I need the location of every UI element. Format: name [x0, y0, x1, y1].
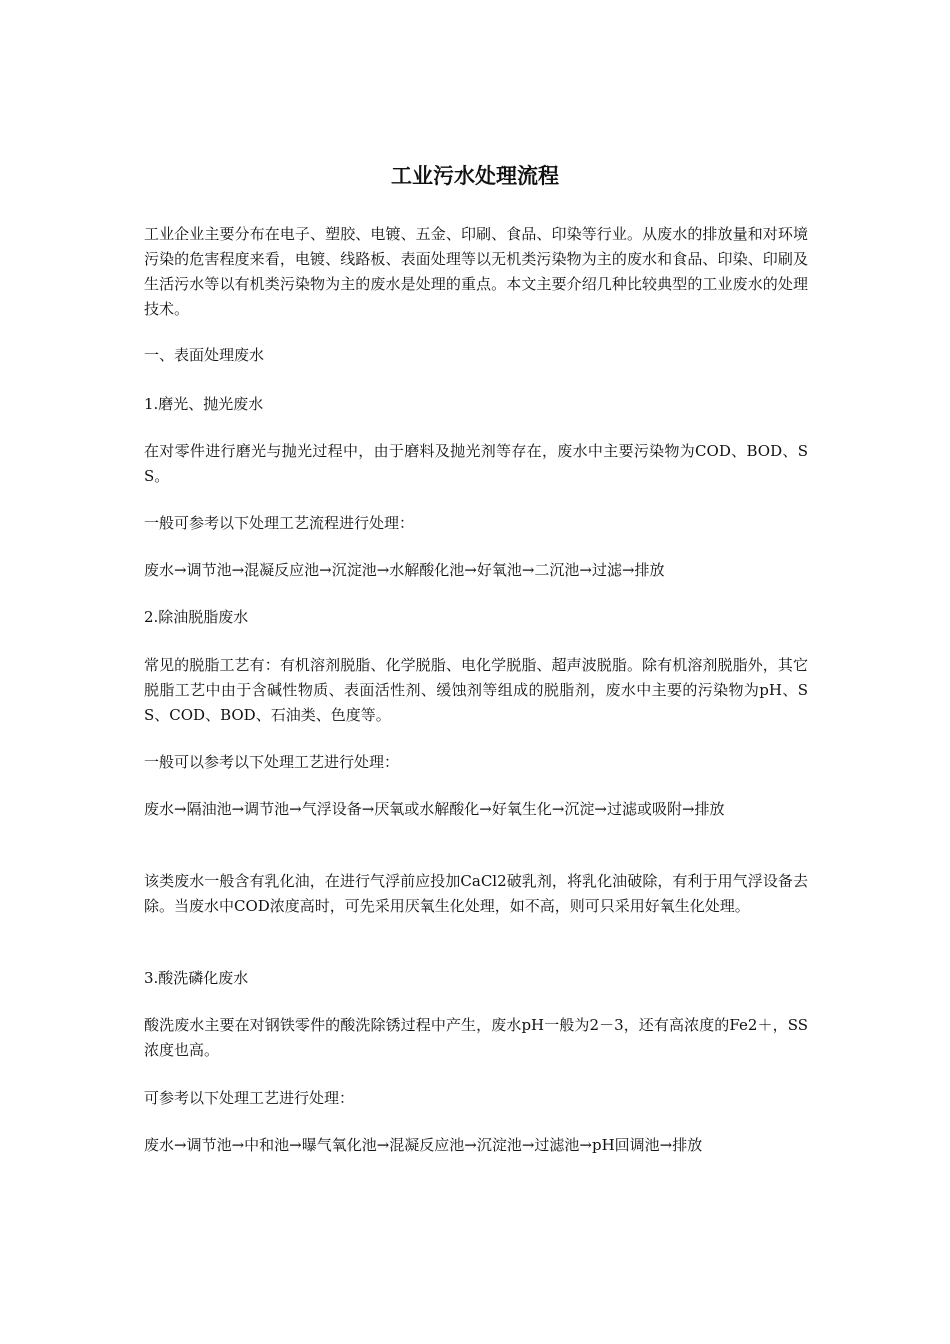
pickling-process-flow: 废水→调节池→中和池→曝气氧化池→混凝反应池→沉淀池→过滤池→pH回调池→排放: [144, 1136, 703, 1154]
degreasing-process-flow: 废水→隔油池→调节池→气浮设备→厌氧或水解酸化→好氧生化→沉淀→过滤或吸附→排放: [144, 800, 725, 818]
section-heading-surface-treatment: 一、表面处理废水: [144, 346, 265, 364]
polishing-description: 在对零件进行磨光与抛光过程中，由于磨料及抛光剂等存在，废水中主要污染物为COD、BOD、SS。: [144, 442, 808, 485]
degreasing-description: 常见的脱脂工艺有：有机溶剂脱脂、化学脱脂、电化学脱脂、超声波脱脂。除有机溶剂脱脂外，其它脱脂工艺中由于含碱性物质、表面活性剂、缓蚀剂等组成的脱脂剂，废水中主要的污染物为pH、SS、COD、BOD、石油类、色度等。: [144, 656, 808, 724]
subsection-heading-pickling: 3.酸洗磷化废水: [144, 969, 249, 987]
polishing-process-intro: 一般可参考以下处理工艺流程进行处理：: [144, 514, 415, 532]
pickling-description: 酸洗废水主要在对钢铁零件的酸洗除锈过程中产生，废水pH一般为2－3，还有高浓度的Fe2＋，SS浓度也高。: [144, 1016, 808, 1059]
degreasing-process-intro: 一般可以参考以下处理工艺进行处理：: [144, 753, 400, 771]
intro-paragraph: 工业企业主要分布在电子、塑胶、电镀、五金、印刷、食品、印染等行业。从废水的排放量和对环境污染的危害程度来看，电镀、线路板、表面处理等以无机类污染物为主的废水和食品、印染、印刷及生活污水等以有机类污染物为主的废水是处理的重点。本文主要介绍几种比较典型的工业废水的处理技术。: [144, 225, 808, 318]
document-title: 工业污水处理流程: [391, 163, 559, 188]
pickling-process-intro: 可参考以下处理工艺进行处理：: [144, 1089, 355, 1107]
degreasing-note: 该类废水一般含有乳化油，在进行气浮前应投加CaCl2破乳剂，将乳化油破除，有利于用气浮设备去除。当废水中COD浓度高时，可先采用厌氧生化处理，如不高，则可只采用好氧生化处理。: [144, 872, 808, 915]
polishing-process-flow: 废水→调节池→混凝反应池→沉淀池→水解酸化池→好氧池→二沉池→过滤→排放: [144, 561, 665, 579]
subsection-heading-polishing: 1.磨光、抛光废水: [144, 395, 264, 413]
subsection-heading-degreasing: 2.除油脱脂废水: [144, 608, 249, 626]
